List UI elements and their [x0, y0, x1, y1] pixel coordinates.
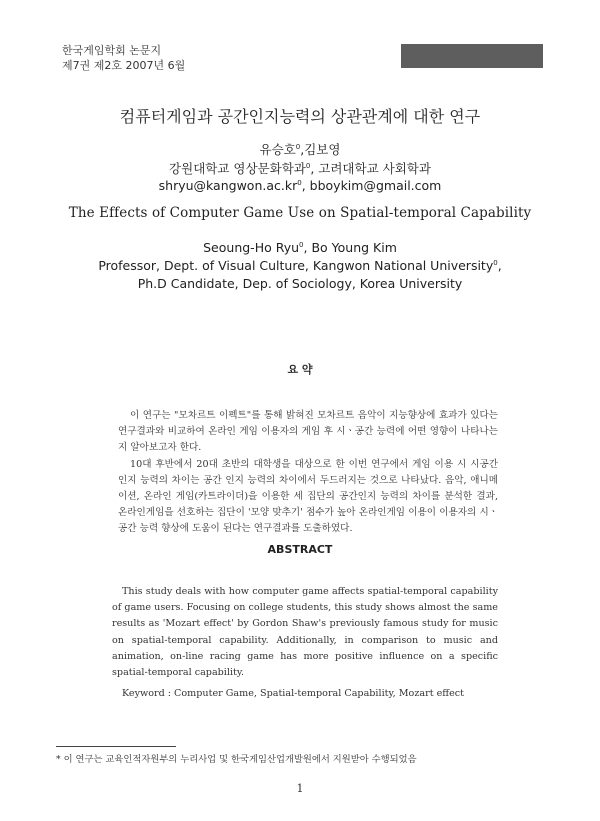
footnote-divider	[56, 746, 176, 747]
affiliation-korean: 강원대학교 영상문화학과$^0$, 고려대학교 사회학과	[169, 161, 431, 176]
footnote: * 이 연구는 교육인적자원부의 누리사업 및 한국게임산업개발원에서 지원받아 수행되었음	[56, 754, 417, 765]
paper-title-english: The Effects of Computer Game Use on Spatial-temporal Capability	[68, 205, 532, 221]
keywords	[112, 686, 498, 702]
abstract-english	[112, 584, 498, 681]
authors-korean: 유승호$^0$,김보영	[259, 142, 341, 157]
abstract-korean-paragraph-1: 이 연구는 "모차르트 이펙트"를 통해 밝혀진 모차르트 음악이 지능향상에 효과가 있다는 연구결과와 비교하여 온라인 게임 이용자의 게임 후 시ㆍ공간 능력에 어떤 영향이 나타나는지 알아보고자 한다.	[118, 410, 498, 454]
abstract-korean-heading: 요 약	[287, 363, 313, 376]
abstract-korean	[118, 408, 498, 538]
affiliation-english-2: Ph.D Candidate, Dep. of Sociology, Korea University	[137, 276, 463, 291]
authors-english: Seoung-Ho Ryu$^0$, Bo Young Kim	[203, 240, 397, 255]
journal-header	[62, 43, 185, 73]
page-number: 1	[296, 782, 304, 795]
journal-issue: 제7권 제2호 2007년 6월	[62, 59, 186, 72]
header-bar	[401, 44, 543, 68]
abstract-english-paragraph: This study deals with how computer game affects spatial-temporal capability of game users. Focusing on college students, this study shows almost the same results as 'Mozart effect' by Gordon Shaw's previously famous study for music on spatial-temporal capability. Additionally, in comparison to music and animation, on-line racing game has more positive influence on a specific spatial-temporal capability.	[112, 586, 498, 679]
abstract-english-heading: ABSTRACT	[267, 543, 333, 556]
affiliation-english-1: Professor, Dept. of Visual Culture, Kangwon National University$^0$,	[98, 258, 502, 273]
paper-title-korean: 컴퓨터게임과 공간인지능력의 상관관계에 대한 연구	[119, 107, 481, 126]
author-emails: $shryu@kangwon.ac.kr^0$, bboykim@gmail.com	[158, 178, 442, 193]
keywords-text: Keyword : Computer Game, Spatial-temporal Capability, Mozart effect	[122, 688, 465, 699]
journal-name: 한국게임학회 논문지	[62, 44, 162, 57]
abstract-korean-paragraph-2: 10대 후반에서 20대 초반의 대학생을 대상으로 한 이번 연구에서 게임 이용 시 시공간 인지 능력의 차이는 공간 인지 능력의 차이에서 두드러지는 것으로 나타났다. 음악, 애니메이션, 온라인 게임(카트라이더)을 이용한 세 집단의 공간인지 능력의 차이를 분석한 결과, 온라인게임을 선호하는 집단이 '모양 맞추기' 점수가 높아 온라인게임 이용이 이용자의 시ㆍ공간 능력 향상에 도움이 된다는 연구결과를 도출하였다.	[118, 458, 498, 535]
